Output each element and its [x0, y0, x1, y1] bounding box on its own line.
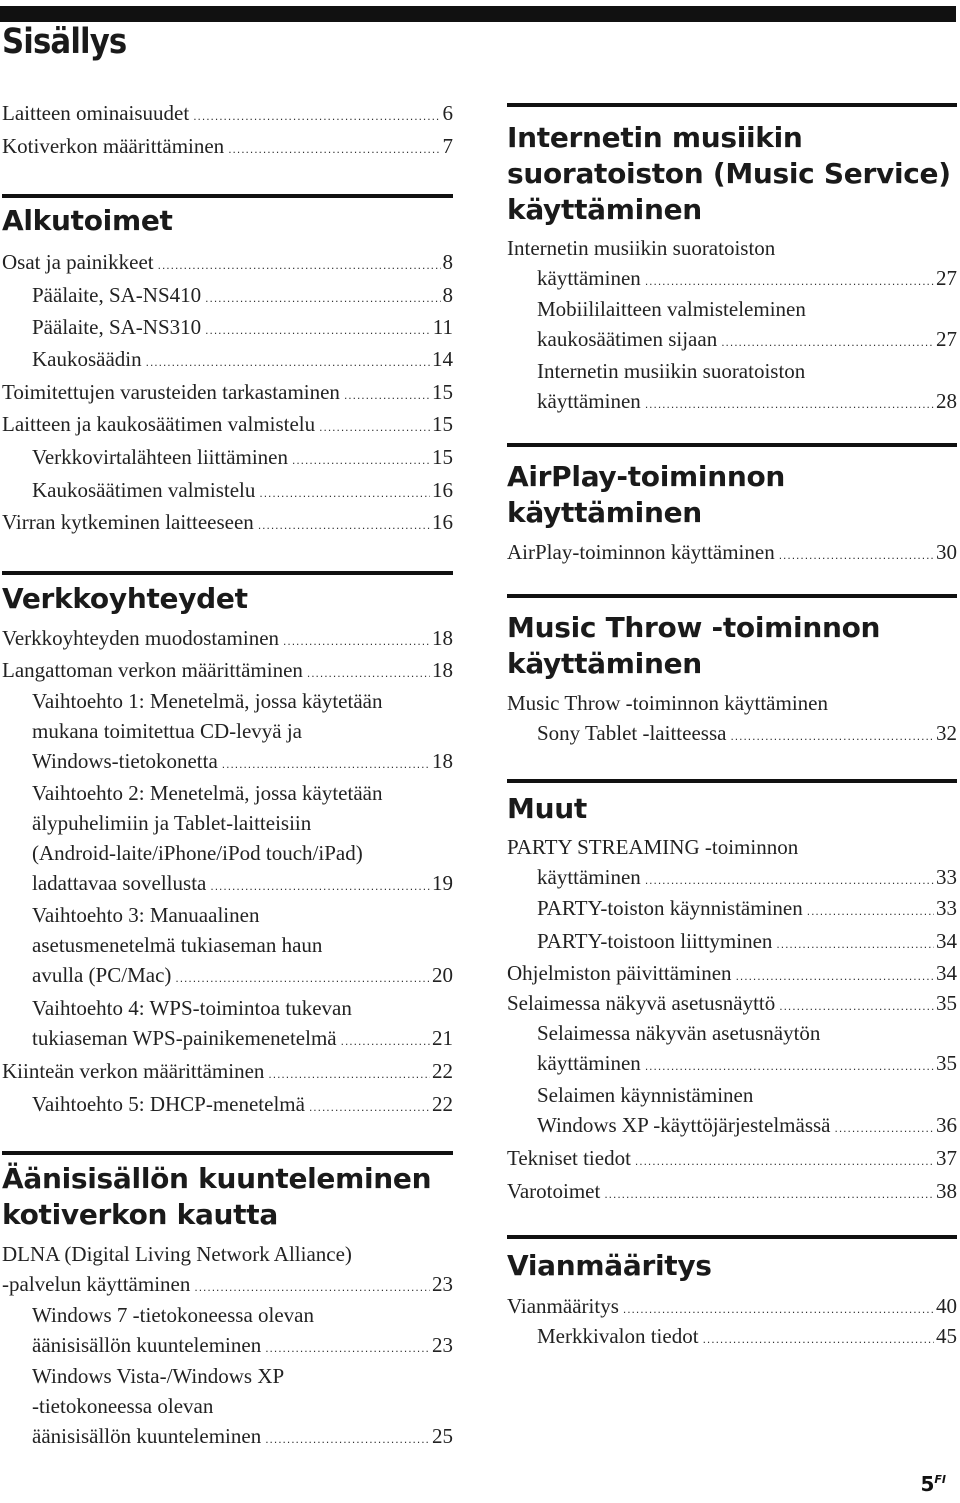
section-rule — [507, 103, 957, 107]
toc-entry[interactable]: Varotoimet ..... 38 — [507, 1176, 957, 1209]
page-number: 19 — [432, 871, 453, 895]
toc-entry[interactable]: PARTY-toistoon liittyminen ..... 34 — [507, 926, 957, 959]
section-rule — [507, 1235, 957, 1239]
toc-entry[interactable]: Kotiverkon määrittäminen ..... 7 — [2, 131, 453, 164]
toc-entry[interactable]: Virran kytkeminen laitteeseen ..... 16 — [2, 507, 453, 540]
top-black-bar — [0, 6, 956, 22]
toc-entry[interactable]: PARTY STREAMING -toiminnon käyttäminen ..... 33 — [507, 832, 957, 895]
page-number: 14 — [432, 347, 453, 371]
toc-entry[interactable]: Verkkovirtalähteen liittäminen ..... 15 — [2, 442, 453, 475]
page-number: 40 — [936, 1294, 957, 1318]
toc-entry[interactable]: Vaihtoehto 1: Menetelmä, jossa käytetään mukana toimitettua CD-levyä ja Windows-tietokonetta ..... 18 — [2, 686, 453, 779]
section-heading-aanisisalto: Äänisisällön kuunteleminen kotiverkon kautta — [2, 1162, 432, 1231]
section-rule — [507, 594, 957, 598]
page-number: 35 — [936, 991, 957, 1015]
toc-entry[interactable]: Selaimessa näkyvä asetusnäyttö ..... 35 — [507, 988, 957, 1021]
toc-entry[interactable]: Päälaite, SA-NS410 ..... 8 — [2, 280, 453, 313]
page-number: 33 — [936, 896, 957, 920]
toc-entry[interactable]: Selaimen käynnistäminen Windows XP -käyttöjärjestelmässä ..... 36 — [507, 1080, 957, 1143]
section-heading-verkkoyhteydet: Verkkoyhteydet — [2, 582, 248, 615]
page-number: 18 — [432, 749, 453, 773]
page-number: 18 — [432, 658, 453, 682]
page-number: 8 — [442, 250, 453, 274]
section-rule — [2, 1151, 453, 1155]
toc-entry[interactable]: Internetin musiikin suoratoiston käyttäminen ..... 27 — [507, 233, 957, 296]
section-rule — [507, 779, 957, 783]
section-rule — [2, 194, 453, 198]
toc-entry[interactable]: Verkkoyhteyden muodostaminen ..... 18 — [2, 623, 453, 656]
page-title: Sisällys — [2, 22, 127, 62]
toc-entry[interactable]: Laitteen ominaisuudet ..... 6 — [2, 98, 453, 131]
page-number: 34 — [936, 929, 957, 953]
page-number: 21 — [432, 1026, 453, 1050]
page-number: 6 — [442, 101, 453, 125]
page-number: 22 — [432, 1092, 453, 1116]
page-number: 18 — [432, 626, 453, 650]
page-number: 38 — [936, 1179, 957, 1203]
toc-entry[interactable]: DLNA (Digital Living Network Alliance) -palvelun käyttäminen ..... 23 — [2, 1239, 453, 1302]
section-heading-alkutoimet: Alkutoimet — [2, 204, 173, 237]
page-number: 16 — [432, 478, 453, 502]
toc-entry[interactable]: Laitteen ja kaukosäätimen valmistelu ..... 15 — [2, 409, 453, 442]
page-number: 15 — [432, 445, 453, 469]
toc-entry[interactable]: Vaihtoehto 2: Menetelmä, jossa käytetään älypuhelimiin ja Tablet-laitteisiin (Android-laite/iPhone/iPod touch/iPad) ladattavaa sovellusta ..... 19 — [2, 778, 453, 901]
section-heading-muut: Muut — [507, 792, 587, 825]
page-number: 23 — [432, 1272, 453, 1296]
toc-entry[interactable]: AirPlay-toiminnon käyttäminen ..... 30 — [507, 537, 957, 570]
toc-entry[interactable]: Internetin musiikin suoratoiston käyttäminen ..... 28 — [507, 356, 957, 419]
toc-entry[interactable]: PARTY-toiston käynnistäminen ..... 33 — [507, 893, 957, 926]
section-heading-airplay: AirPlay-toiminnon käyttäminen — [507, 460, 786, 529]
toc-entry[interactable]: Selaimessa näkyvän asetusnäytön käyttäminen ..... 35 — [507, 1018, 957, 1081]
section-heading-vianmaaritys: Vianmääritys — [507, 1249, 712, 1282]
section-rule — [2, 571, 453, 575]
page-number: 37 — [936, 1146, 957, 1170]
page-number: 22 — [432, 1059, 453, 1083]
section-heading-music-service: Internetin musiikin suoratoiston (Music Service) käyttäminen — [507, 121, 951, 226]
toc-entry[interactable]: Tekniset tiedot ..... 37 — [507, 1143, 957, 1176]
toc-entry[interactable]: Kaukosäädin ..... 14 — [2, 344, 453, 377]
page-number: 33 — [936, 865, 957, 889]
toc-entry[interactable]: Kaukosäätimen valmistelu ..... 16 — [2, 475, 453, 508]
page-folio: $5^{FI}$ — [920, 1472, 946, 1496]
page-number: 15 — [432, 380, 453, 404]
page-number: 11 — [432, 315, 453, 339]
page-number: 45 — [936, 1324, 957, 1348]
page-number: 8 — [442, 283, 453, 307]
toc-entry[interactable]: Osat ja painikkeet ..... 8 — [2, 247, 453, 280]
toc-entry[interactable]: Mobiililaitteen valmisteleminen kaukosäätimen sijaan ..... 27 — [507, 294, 957, 357]
page-number: 23 — [432, 1333, 453, 1357]
page-number: 35 — [936, 1051, 957, 1075]
toc-entry[interactable]: Merkkivalon tiedot ..... 45 — [507, 1321, 957, 1354]
section-heading-music-throw: Music Throw -toiminnon käyttäminen — [507, 611, 881, 680]
toc-entry[interactable]: Kiinteän verkon määrittäminen ..... 22 — [2, 1056, 453, 1089]
toc-entry[interactable]: Ohjelmiston päivittäminen ..... 34 — [507, 958, 957, 991]
toc-entry[interactable]: Toimitettujen varusteiden tarkastaminen ..... 15 — [2, 377, 453, 410]
toc-entry[interactable]: Windows 7 -tietokoneessa olevan äänisisällön kuunteleminen ..... 23 — [2, 1300, 453, 1363]
page-number: 27 — [936, 327, 957, 351]
page-number: 15 — [432, 412, 453, 436]
toc-entry[interactable]: Vaihtoehto 3: Manuaalinen asetusmenetelmä tukiaseman haun avulla (PC/Mac) ..... 20 — [2, 900, 453, 993]
page-number: 25 — [432, 1424, 453, 1448]
toc-entry[interactable]: Windows Vista-/Windows XP -tietokoneessa olevan äänisisällön kuunteleminen ..... 25 — [2, 1361, 453, 1454]
page-number: 30 — [936, 540, 957, 564]
toc-entry[interactable]: Music Throw -toiminnon käyttäminen Sony Tablet -laitteessa ..... 32 — [507, 688, 957, 751]
page-number: 16 — [432, 510, 453, 534]
page-number: 36 — [936, 1113, 957, 1137]
toc-entry[interactable]: Vaihtoehto 5: DHCP-menetelmä ..... 22 — [2, 1089, 453, 1122]
toc-entry[interactable]: Vaihtoehto 4: WPS-toimintoa tukevan tukiaseman WPS-painikemenetelmä ..... 21 — [2, 993, 453, 1056]
page-number: 28 — [936, 389, 957, 413]
toc-entry[interactable]: Langattoman verkon määrittäminen ..... 18 — [2, 655, 453, 688]
page-number: 20 — [432, 963, 453, 987]
toc-entry[interactable]: Päälaite, SA-NS310 ..... 11 — [2, 312, 453, 345]
page-number: 34 — [936, 961, 957, 985]
page-number: 7 — [442, 134, 453, 158]
page-number: 27 — [936, 266, 957, 290]
toc-entry[interactable]: Vianmääritys ..... 40 — [507, 1291, 957, 1324]
section-rule — [507, 443, 957, 447]
page-number: 32 — [936, 721, 957, 745]
